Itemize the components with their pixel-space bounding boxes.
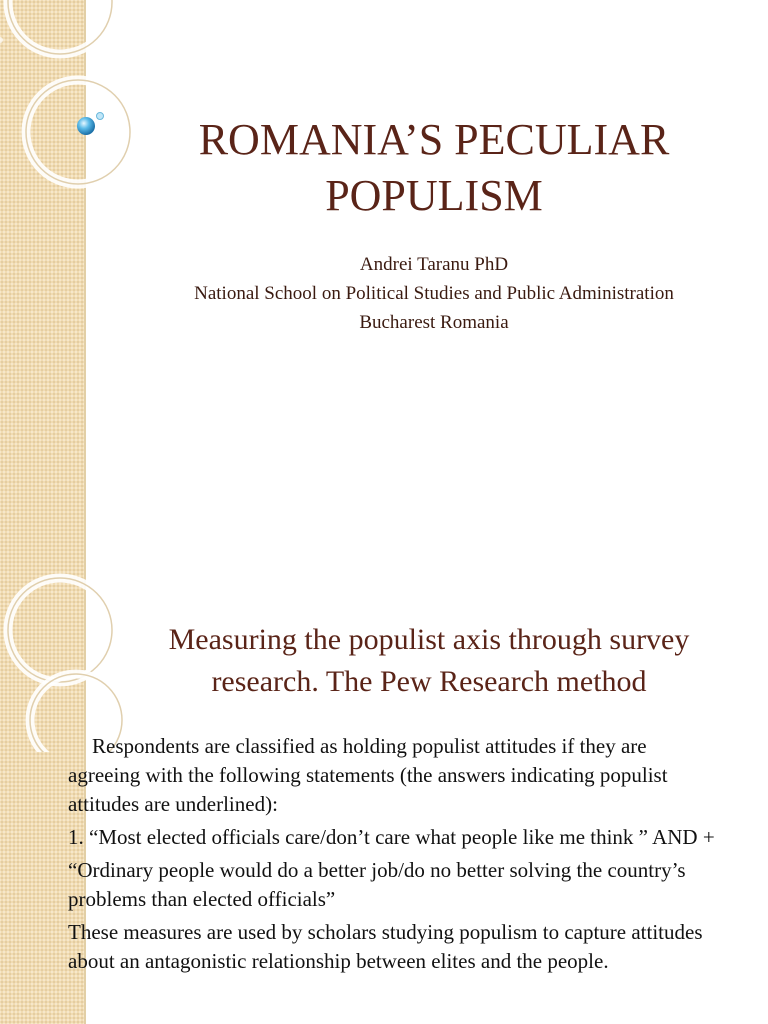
heading-line-2: research. The Pew Research method [211,665,647,698]
body-paragraph: These measures are used by scholars studying populism to capture attitudes about an antagonistic relationship between elites and the people. [68,920,703,973]
author-affiliation: National School on Political Studies and Public Administration [194,283,674,304]
body-paragraph: Respondents are classified as holding populist attitudes if they are agreeing with the following statements (the answers indicating populist attitudes are underlined): [68,734,668,816]
slide-title [100,112,768,224]
body-paragraph: 1. “Most elected officials care/don’t care what people like me think ” AND + [68,825,715,849]
author-location: Bucharest Romania [359,312,509,333]
slide-body [68,732,718,980]
title-line-1: ROMANIA’S PECULIAR [198,115,670,164]
slide-subtitle [100,250,768,337]
content-slide [0,512,768,1024]
body-paragraph: “Ordinary people would do a better job/do no better solving the country’s problems than elected officials” [68,858,686,911]
slide-heading [84,619,768,703]
title-line-2: POPULISM [325,171,543,220]
author-name: Andrei Taranu PhD [359,254,509,275]
heading-line-1: Measuring the populist axis through survey [168,623,690,656]
